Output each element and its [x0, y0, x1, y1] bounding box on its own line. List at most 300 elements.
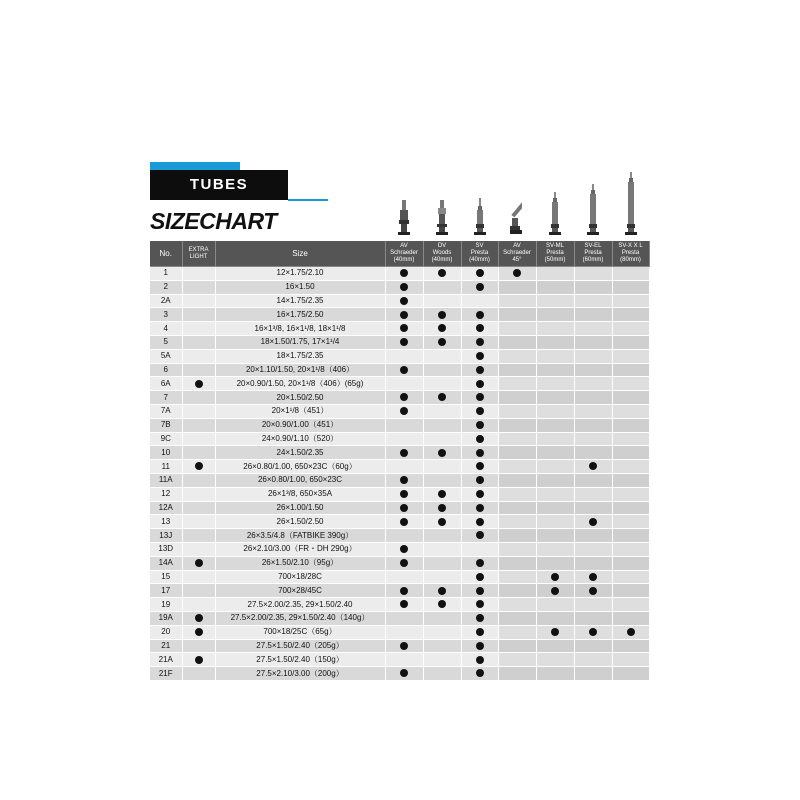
- valve-cell-svel: [574, 308, 612, 322]
- availability-dot: [195, 559, 203, 567]
- tube-size: 18×1.75/2.35: [215, 349, 385, 363]
- valve-cell-sv40: [461, 625, 498, 639]
- row-number: 1: [150, 267, 182, 281]
- tube-size: 20×0.90/1.50, 20×1¹/8（406）(65g): [215, 377, 385, 391]
- valve-cell-svml: [536, 570, 574, 584]
- valve-cell-sv40: [461, 556, 498, 570]
- availability-dot: [476, 614, 484, 622]
- valve-cell-svxxl: [612, 639, 649, 653]
- header-extra-light: EXTRA LIGHT: [182, 241, 215, 267]
- valve-cell-av40: [385, 625, 423, 639]
- table-row: [150, 391, 649, 405]
- valve-cell-svel: [574, 611, 612, 625]
- valve-cell-svml: [536, 377, 574, 391]
- tube-size: 20×1.50/2.50: [215, 391, 385, 405]
- availability-dot: [195, 628, 203, 636]
- availability-dot: [438, 269, 446, 277]
- availability-dot: [476, 476, 484, 484]
- valve-cell-svxxl: [612, 542, 649, 556]
- valve-cell-svml: [536, 667, 574, 681]
- tube-size: 27.5×2.00/2.35, 29×1.50/2.40: [215, 598, 385, 612]
- valve-cell-av40: [385, 418, 423, 432]
- row-number: 7B: [150, 418, 182, 432]
- valve-cell-sv40: [461, 542, 498, 556]
- valve-cell-sv40: [461, 653, 498, 667]
- table-row: [150, 625, 649, 639]
- tube-size: 27.5×2.00/2.35, 29×1.50/2.40（140g）: [215, 611, 385, 625]
- valve-cell-av40: [385, 391, 423, 405]
- extra-light-cell: [182, 335, 215, 349]
- extra-light-cell: [182, 460, 215, 474]
- availability-dot: [476, 504, 484, 512]
- availability-dot: [476, 311, 484, 319]
- header-size: Size: [215, 241, 385, 267]
- header-sv-xxl-presta-80: SV-X X L Presta (80mm): [612, 241, 649, 267]
- row-number: 11A: [150, 473, 182, 487]
- table-row: [150, 308, 649, 322]
- tube-size: 700×18/25C（65g）: [215, 625, 385, 639]
- availability-dot: [400, 669, 408, 677]
- valve-cell-sv40: [461, 418, 498, 432]
- tube-size: 26×1.00/1.50: [215, 501, 385, 515]
- availability-dot: [438, 324, 446, 332]
- valve-cell-svxxl: [612, 460, 649, 474]
- valve-cell-svxxl: [612, 432, 649, 446]
- availability-dot: [476, 462, 484, 470]
- tube-size: 700×28/45C: [215, 584, 385, 598]
- valve-cell-svel: [574, 529, 612, 543]
- valve-cell-sv40: [461, 349, 498, 363]
- valve-cell-dv40: [423, 598, 461, 612]
- tube-size: 27.5×1.50/2.40（150g）: [215, 653, 385, 667]
- row-number: 11: [150, 460, 182, 474]
- tube-size: 26×1.50/2.50: [215, 515, 385, 529]
- availability-dot: [589, 518, 597, 526]
- extra-light-cell: [182, 611, 215, 625]
- valve-cell-svxxl: [612, 667, 649, 681]
- availability-dot: [438, 393, 446, 401]
- valve-cell-svml: [536, 432, 574, 446]
- table-row: [150, 280, 649, 294]
- valve-cell-svxxl: [612, 625, 649, 639]
- row-number: 6: [150, 363, 182, 377]
- valve-cell-dv40: [423, 308, 461, 322]
- table-row: [150, 363, 649, 377]
- presta-80-valve-icon: [625, 170, 637, 236]
- valve-cell-svxxl: [612, 653, 649, 667]
- row-number: 14A: [150, 556, 182, 570]
- valve-cell-svxxl: [612, 335, 649, 349]
- valve-cell-av45: [498, 432, 536, 446]
- valve-cell-svml: [536, 418, 574, 432]
- size-chart-table: [150, 241, 650, 681]
- header-sv-ml-presta-50: SV-ML Presta (50mm): [536, 241, 574, 267]
- valve-cell-dv40: [423, 377, 461, 391]
- valve-cell-svel: [574, 404, 612, 418]
- valve-cell-av40: [385, 404, 423, 418]
- availability-dot: [400, 504, 408, 512]
- availability-dot: [476, 587, 484, 595]
- valve-cell-dv40: [423, 432, 461, 446]
- valve-cell-dv40: [423, 542, 461, 556]
- title-accent-bar: [150, 162, 240, 170]
- table-row: [150, 335, 649, 349]
- table-row: [150, 584, 649, 598]
- valve-cell-dv40: [423, 653, 461, 667]
- extra-light-cell: [182, 556, 215, 570]
- valve-cell-av40: [385, 584, 423, 598]
- availability-dot: [438, 311, 446, 319]
- valve-cell-svel: [574, 349, 612, 363]
- valve-cell-svel: [574, 294, 612, 308]
- extra-light-cell: [182, 584, 215, 598]
- header-av-schraeder-45: AV Schraeder 45°: [498, 241, 536, 267]
- valve-cell-av40: [385, 377, 423, 391]
- valve-cell-svel: [574, 556, 612, 570]
- extra-light-cell: [182, 598, 215, 612]
- availability-dot: [195, 656, 203, 664]
- tube-size: 18×1.50/1.75, 17×1¹/4: [215, 335, 385, 349]
- valve-cell-av45: [498, 501, 536, 515]
- availability-dot: [400, 449, 408, 457]
- availability-dot: [476, 642, 484, 650]
- tube-size: 20×1.10/1.50, 20×1¹/8（406）: [215, 363, 385, 377]
- valve-cell-sv40: [461, 335, 498, 349]
- table-row: [150, 667, 649, 681]
- availability-dot: [627, 628, 635, 636]
- valve-cell-svxxl: [612, 611, 649, 625]
- availability-dot: [476, 366, 484, 374]
- table-row: [150, 611, 649, 625]
- valve-cell-av45: [498, 598, 536, 612]
- row-number: 13J: [150, 529, 182, 543]
- tube-size: 26×3.5/4.8（FATBIKE 390g）: [215, 529, 385, 543]
- availability-dot: [551, 628, 559, 636]
- valve-cell-dv40: [423, 473, 461, 487]
- valve-cell-svml: [536, 529, 574, 543]
- availability-dot: [195, 462, 203, 470]
- availability-dot: [400, 642, 408, 650]
- table-row: [150, 460, 649, 474]
- valve-cell-av45: [498, 335, 536, 349]
- availability-dot: [438, 587, 446, 595]
- availability-dot: [476, 518, 484, 526]
- valve-cell-dv40: [423, 501, 461, 515]
- valve-cell-sv40: [461, 267, 498, 281]
- valve-cell-sv40: [461, 529, 498, 543]
- valve-cell-svxxl: [612, 349, 649, 363]
- availability-dot: [589, 628, 597, 636]
- availability-dot: [589, 587, 597, 595]
- extra-light-cell: [182, 639, 215, 653]
- valve-cell-av40: [385, 556, 423, 570]
- extra-light-cell: [182, 667, 215, 681]
- valve-cell-av40: [385, 460, 423, 474]
- valve-cell-av45: [498, 460, 536, 474]
- valve-cell-svml: [536, 487, 574, 501]
- availability-dot: [400, 338, 408, 346]
- valve-cell-svel: [574, 584, 612, 598]
- valve-cell-svml: [536, 267, 574, 281]
- availability-dot: [400, 366, 408, 374]
- extra-light-cell: [182, 349, 215, 363]
- row-number: 12: [150, 487, 182, 501]
- valve-cell-av45: [498, 653, 536, 667]
- extra-light-cell: [182, 529, 215, 543]
- valve-cell-sv40: [461, 501, 498, 515]
- row-number: 7A: [150, 404, 182, 418]
- schrader-valve-icon: [398, 170, 410, 236]
- valve-cell-svml: [536, 611, 574, 625]
- table-body: [150, 267, 649, 681]
- availability-dot: [400, 600, 408, 608]
- availability-dot: [476, 269, 484, 277]
- valve-cell-av45: [498, 473, 536, 487]
- extra-light-cell: [182, 570, 215, 584]
- extra-light-cell: [182, 294, 215, 308]
- valve-cell-av40: [385, 267, 423, 281]
- valve-cell-svml: [536, 598, 574, 612]
- valve-cell-svml: [536, 556, 574, 570]
- table-row: [150, 446, 649, 460]
- valve-cell-av45: [498, 542, 536, 556]
- table-row: [150, 487, 649, 501]
- valve-cell-dv40: [423, 584, 461, 598]
- extra-light-cell: [182, 653, 215, 667]
- valve-cell-svml: [536, 322, 574, 336]
- table-row: [150, 639, 649, 653]
- valve-cell-svel: [574, 487, 612, 501]
- extra-light-cell: [182, 322, 215, 336]
- row-number: 19A: [150, 611, 182, 625]
- availability-dot: [400, 518, 408, 526]
- valve-cell-svel: [574, 460, 612, 474]
- availability-dot: [438, 490, 446, 498]
- extra-light-cell: [182, 515, 215, 529]
- availability-dot: [476, 573, 484, 581]
- valve-cell-av40: [385, 570, 423, 584]
- valve-cell-sv40: [461, 308, 498, 322]
- valve-cell-svxxl: [612, 556, 649, 570]
- valve-cell-sv40: [461, 391, 498, 405]
- availability-dot: [476, 559, 484, 567]
- row-number: 6A: [150, 377, 182, 391]
- valve-cell-av40: [385, 515, 423, 529]
- tube-size: 26×0.80/1.00, 650×23C: [215, 473, 385, 487]
- header-no: No.: [150, 241, 182, 267]
- valve-cell-sv40: [461, 377, 498, 391]
- availability-dot: [400, 476, 408, 484]
- valve-cell-svml: [536, 515, 574, 529]
- valve-cell-av40: [385, 363, 423, 377]
- valve-cell-svml: [536, 404, 574, 418]
- valve-cell-dv40: [423, 404, 461, 418]
- row-number: 21: [150, 639, 182, 653]
- valve-cell-svml: [536, 584, 574, 598]
- extra-light-cell: [182, 418, 215, 432]
- presta-60-valve-icon: [587, 170, 599, 236]
- tube-size: 24×0.90/1.10（520）: [215, 432, 385, 446]
- woods-valve-icon: [436, 170, 448, 236]
- tube-size: 16×1.50: [215, 280, 385, 294]
- table-row: [150, 542, 649, 556]
- valve-cell-sv40: [461, 446, 498, 460]
- valve-cell-av40: [385, 432, 423, 446]
- extra-light-cell: [182, 308, 215, 322]
- extra-light-cell: [182, 363, 215, 377]
- valve-cell-svxxl: [612, 377, 649, 391]
- valve-cell-svel: [574, 377, 612, 391]
- availability-dot: [400, 283, 408, 291]
- valve-cell-svml: [536, 446, 574, 460]
- valve-cell-av45: [498, 639, 536, 653]
- valve-cell-svml: [536, 460, 574, 474]
- row-number: 19: [150, 598, 182, 612]
- valve-cell-svxxl: [612, 584, 649, 598]
- page-title: TUBES: [189, 176, 249, 193]
- row-number: 13: [150, 515, 182, 529]
- valve-cell-av45: [498, 667, 536, 681]
- header-av-schraeder-40: AV Schraeder (40mm): [385, 241, 423, 267]
- row-number: 5: [150, 335, 182, 349]
- valve-cell-dv40: [423, 446, 461, 460]
- table-row: [150, 377, 649, 391]
- valve-cell-av45: [498, 487, 536, 501]
- tube-size: 27.5×2.10/3.00（200g）: [215, 667, 385, 681]
- availability-dot: [476, 656, 484, 664]
- valve-cell-av40: [385, 487, 423, 501]
- valve-cell-sv40: [461, 584, 498, 598]
- valve-cell-svxxl: [612, 391, 649, 405]
- presta-50-valve-icon: [549, 170, 561, 236]
- valve-cell-svel: [574, 391, 612, 405]
- header-sv-el-presta-60: SV-EL Presta (60mm): [574, 241, 612, 267]
- valve-cell-dv40: [423, 639, 461, 653]
- valve-cell-av40: [385, 667, 423, 681]
- extra-light-cell: [182, 501, 215, 515]
- valve-cell-svml: [536, 639, 574, 653]
- valve-cell-av40: [385, 653, 423, 667]
- valve-cell-av45: [498, 556, 536, 570]
- valve-cell-av40: [385, 639, 423, 653]
- availability-dot: [476, 421, 484, 429]
- valve-cell-av45: [498, 377, 536, 391]
- valve-cell-av45: [498, 267, 536, 281]
- valve-cell-sv40: [461, 363, 498, 377]
- valve-cell-svxxl: [612, 294, 649, 308]
- valve-cell-svml: [536, 335, 574, 349]
- tube-size: 20×1¹/8（451）: [215, 404, 385, 418]
- valve-cell-av45: [498, 570, 536, 584]
- availability-dot: [476, 407, 484, 415]
- valve-cell-av40: [385, 446, 423, 460]
- table-row: [150, 556, 649, 570]
- valve-cell-av40: [385, 349, 423, 363]
- valve-cell-svml: [536, 473, 574, 487]
- tube-size: 20×0.90/1.00（451）: [215, 418, 385, 432]
- valve-cell-svxxl: [612, 570, 649, 584]
- valve-cell-sv40: [461, 294, 498, 308]
- valve-cell-sv40: [461, 322, 498, 336]
- availability-dot: [195, 380, 203, 388]
- valve-cell-svml: [536, 625, 574, 639]
- valve-cell-dv40: [423, 294, 461, 308]
- valve-cell-svel: [574, 322, 612, 336]
- valve-cell-svml: [536, 542, 574, 556]
- valve-cell-svel: [574, 639, 612, 653]
- valve-cell-sv40: [461, 432, 498, 446]
- availability-dot: [476, 435, 484, 443]
- valve-cell-av45: [498, 418, 536, 432]
- row-number: 21A: [150, 653, 182, 667]
- availability-dot: [400, 269, 408, 277]
- valve-cell-dv40: [423, 515, 461, 529]
- page-subtitle: SIZECHART: [150, 208, 277, 234]
- valve-cell-av45: [498, 391, 536, 405]
- valve-cell-svml: [536, 653, 574, 667]
- valve-cell-av40: [385, 308, 423, 322]
- availability-dot: [438, 600, 446, 608]
- availability-dot: [589, 462, 597, 470]
- valve-cell-svel: [574, 418, 612, 432]
- availability-dot: [476, 628, 484, 636]
- valve-cell-sv40: [461, 515, 498, 529]
- valve-cell-av40: [385, 322, 423, 336]
- availability-dot: [476, 669, 484, 677]
- valve-cell-sv40: [461, 598, 498, 612]
- extra-light-cell: [182, 391, 215, 405]
- valve-cell-av45: [498, 349, 536, 363]
- valve-cell-dv40: [423, 349, 461, 363]
- valve-cell-svml: [536, 294, 574, 308]
- valve-cell-svxxl: [612, 473, 649, 487]
- table-row: [150, 473, 649, 487]
- row-number: 4: [150, 322, 182, 336]
- row-number: 21F: [150, 667, 182, 681]
- availability-dot: [400, 324, 408, 332]
- valve-cell-av45: [498, 584, 536, 598]
- tube-size: 24×1.50/2.35: [215, 446, 385, 460]
- table-row: [150, 515, 649, 529]
- valve-cell-svel: [574, 570, 612, 584]
- valve-cell-av40: [385, 529, 423, 543]
- valve-cell-svxxl: [612, 418, 649, 432]
- valve-cell-av40: [385, 335, 423, 349]
- valve-cell-svml: [536, 308, 574, 322]
- valve-cell-av45: [498, 363, 536, 377]
- tube-size: 27.5×1.50/2.40（205g）: [215, 639, 385, 653]
- availability-dot: [400, 559, 408, 567]
- availability-dot: [513, 269, 521, 277]
- valve-cell-av40: [385, 611, 423, 625]
- extra-light-cell: [182, 446, 215, 460]
- row-number: 9C: [150, 432, 182, 446]
- valve-cell-sv40: [461, 639, 498, 653]
- valve-cell-svel: [574, 446, 612, 460]
- extra-light-cell: [182, 404, 215, 418]
- availability-dot: [476, 352, 484, 360]
- valve-cell-svel: [574, 653, 612, 667]
- valve-cell-svel: [574, 473, 612, 487]
- table-row: [150, 598, 649, 612]
- tube-size: 16×1³/8, 16×1¹/8, 18×1¹/8: [215, 322, 385, 336]
- valve-cell-av40: [385, 501, 423, 515]
- valve-cell-dv40: [423, 570, 461, 584]
- valve-cell-svxxl: [612, 363, 649, 377]
- extra-light-cell: [182, 377, 215, 391]
- availability-dot: [476, 531, 484, 539]
- valve-cell-sv40: [461, 280, 498, 294]
